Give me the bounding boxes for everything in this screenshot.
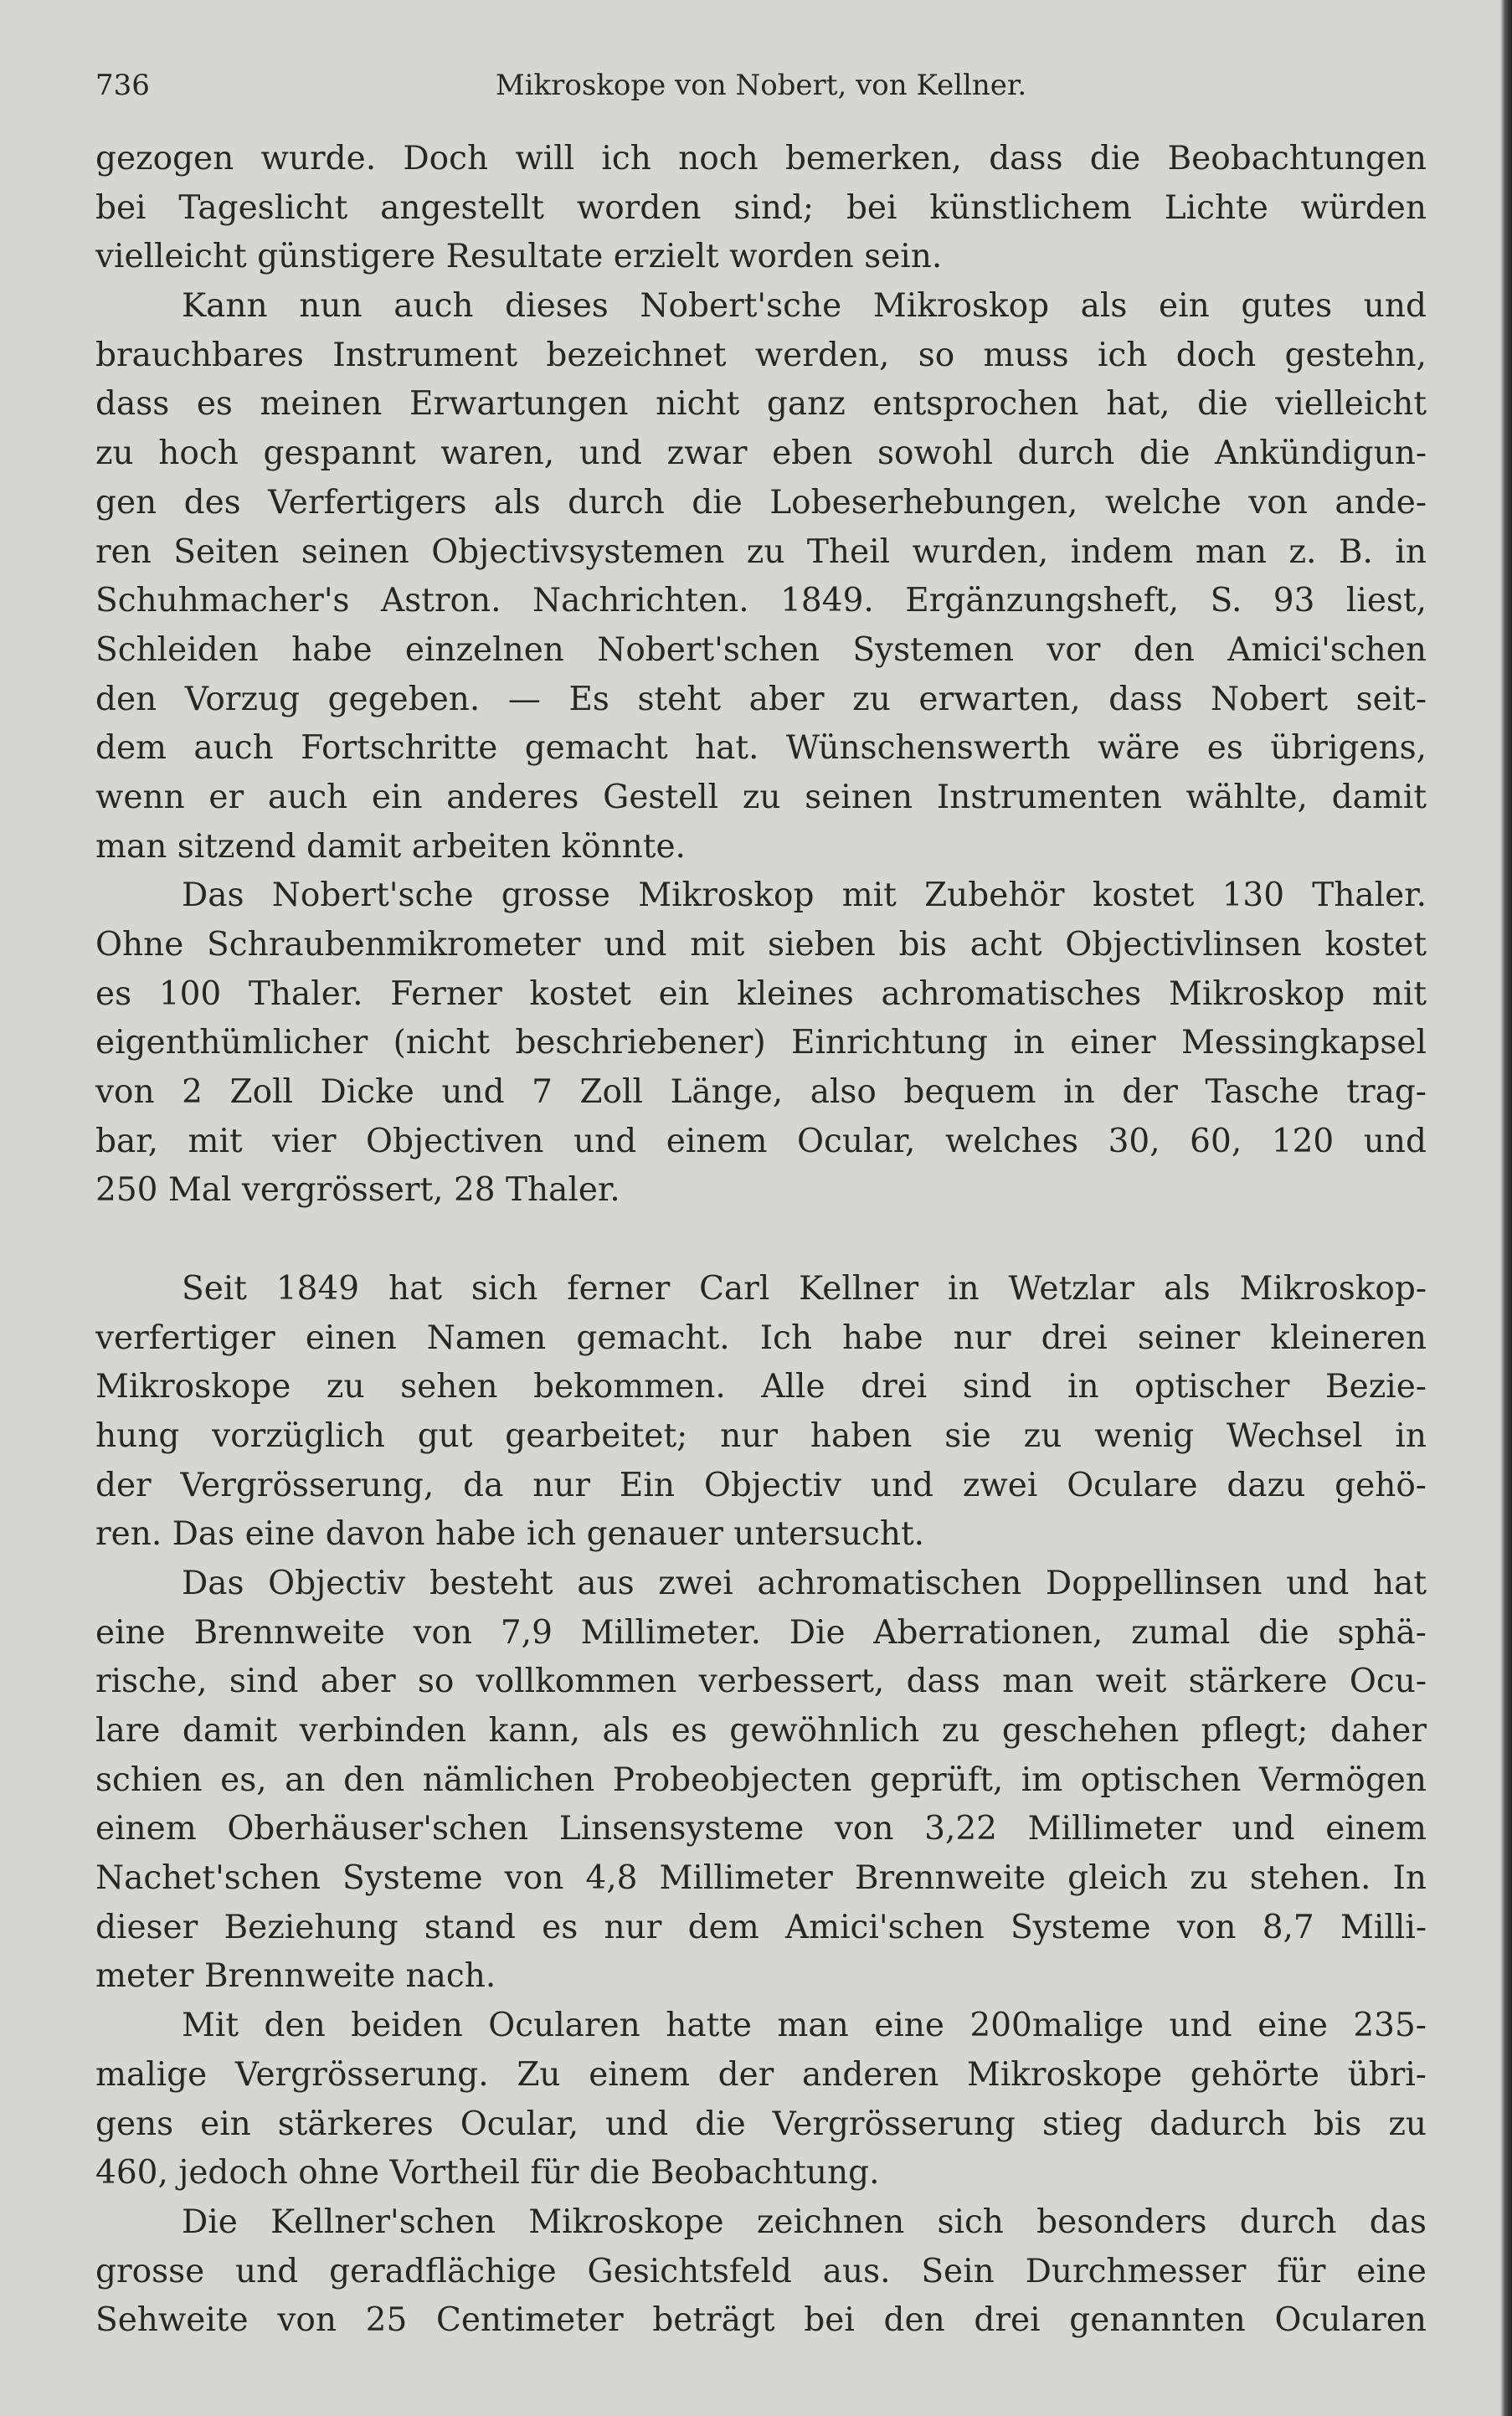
body-text bbox=[95, 135, 1427, 2346]
text-line: Das Objectiv besteht aus zwei achromatischen Doppellinsen und hat bbox=[182, 1564, 1427, 1602]
text-line: 250 Mal vergrössert, 28 Thaler. bbox=[95, 1171, 620, 1210]
paragraph bbox=[95, 871, 1427, 1216]
text-line: eine Brennweite von 7,9 Millimeter. Die Aberrationen, zumal die sphä- bbox=[95, 1613, 1427, 1652]
text-line: ren. Das eine davon habe ich genauer untersucht. bbox=[95, 1515, 925, 1554]
running-header bbox=[95, 69, 1427, 111]
text-line: bei Tageslicht angestellt worden sind; bei künstlichem Lichte würden bbox=[95, 188, 1427, 227]
paragraph bbox=[95, 1560, 1427, 2002]
text-line: man sitzend damit arbeiten könnte. bbox=[95, 827, 686, 866]
text-line: den Vorzug gegeben. — Es steht aber zu erwarten, dass Nobert seit- bbox=[95, 680, 1427, 718]
paragraph bbox=[95, 2198, 1427, 2346]
text-line: meter Brennweite nach. bbox=[95, 1957, 496, 1996]
page-number: 736 bbox=[95, 69, 150, 102]
text-line: Seit 1849 hat sich ferner Carl Kellner in Wetzlar als Mikroskop- bbox=[182, 1269, 1427, 1308]
text-line: Mit den beiden Ocularen hatte man eine 200malige und eine 235- bbox=[182, 2007, 1427, 2045]
text-line: Sehweite von 25 Centimeter beträgt bei den drei genannten Ocularen bbox=[95, 2301, 1427, 2340]
page-edge-shadow bbox=[1500, 0, 1512, 2416]
text-line: rische, sind aber so vollkommen verbessert, dass man weit stärkere Ocu- bbox=[95, 1663, 1427, 1701]
text-line: es 100 Thaler. Ferner kostet ein kleines achromatisches Mikroskop mit bbox=[95, 974, 1427, 1013]
text-line: hung vorzüglich gut gearbeitet; nur haben sie zu wenig Wechsel in bbox=[95, 1416, 1427, 1455]
text-line: zu hoch gespannt waren, und zwar eben sowohl durch die Ankündigun- bbox=[95, 434, 1427, 473]
text-line: gens ein stärkeres Ocular, und die Vergrösserung stieg dadurch bis zu bbox=[95, 2105, 1427, 2143]
text-line: lare damit verbinden kann, als es gewöhnlich zu geschehen pflegt; daher bbox=[95, 1712, 1427, 1750]
text-line: von 2 Zoll Dicke und 7 Zoll Länge, also bequem in der Tasche trag- bbox=[95, 1073, 1427, 1112]
section-break bbox=[95, 1216, 1427, 1265]
text-line: Kann nun auch dieses Nobert'sche Mikroskop als ein gutes und bbox=[182, 287, 1427, 326]
text-line: dass es meinen Erwartungen nicht ganz entsprochen hat, die vielleicht bbox=[95, 385, 1427, 424]
text-line: Nachet'schen Systeme von 4,8 Millimeter Brennweite gleich zu stehen. In bbox=[95, 1859, 1427, 1898]
text-line: bar, mit vier Objectiven und einem Ocular, welches 30, 60, 120 und bbox=[95, 1122, 1427, 1160]
text-line: wenn er auch ein anderes Gestell zu seinen Instrumenten wählte, damit bbox=[95, 778, 1427, 816]
paragraph bbox=[95, 2002, 1427, 2198]
text-line: verfertiger einen Namen gemacht. Ich habe nur drei seiner kleineren bbox=[95, 1319, 1427, 1357]
text-line: dieser Beziehung stand es nur dem Amici'schen Systeme von 8,7 Milli- bbox=[95, 1908, 1427, 1946]
text-line: der Vergrösserung, da nur Ein Objectiv und zwei Oculare dazu gehö- bbox=[95, 1466, 1427, 1504]
text-line: Das Nobert'sche grosse Mikroskop mit Zubehör kostet 130 Thaler. bbox=[182, 876, 1427, 915]
text-line: Schleiden habe einzelnen Nobert'schen Systemen vor den Amici'schen bbox=[95, 630, 1427, 669]
text-line: 460, jedoch ohne Vortheil für die Beobachtung. bbox=[95, 2154, 880, 2192]
text-line: brauchbares Instrument bezeichnet werden, so muss ich doch gestehn, bbox=[95, 336, 1427, 374]
text-line: gezogen wurde. Doch will ich noch bemerken, dass die Beobachtungen bbox=[95, 140, 1427, 177]
text-line: ren Seiten seinen Objectivsystemen zu Theil wurden, indem man z. B. in bbox=[95, 532, 1427, 571]
text-line: schien es, an den nämlichen Probeobjecten geprüft, im optischen Vermögen bbox=[95, 1761, 1427, 1799]
paragraph bbox=[95, 135, 1427, 282]
text-line: eigenthümlicher (nicht beschriebener) Einrichtung in einer Messingkapsel bbox=[95, 1024, 1427, 1062]
text-line: malige Vergrösserung. Zu einem der anderen Mikroskope gehörte übri- bbox=[95, 2055, 1427, 2094]
text-line: Schuhmacher's Astron. Nachrichten. 1849. Ergänzungsheft, S. 93 liest, bbox=[95, 582, 1427, 620]
paragraph bbox=[95, 282, 1427, 871]
text-line: einem Oberhäuser'schen Linsensysteme von 3,22 Millimeter und einem bbox=[95, 1810, 1427, 1848]
paragraph bbox=[95, 1265, 1427, 1560]
text-line: Mikroskope zu sehen bekommen. Alle drei sind in optischer Bezie- bbox=[95, 1368, 1427, 1406]
text-line: grosse und geradflächige Gesichtsfeld aus. Sein Durchmesser für eine bbox=[95, 2252, 1427, 2290]
text-line: Die Kellner'schen Mikroskope zeichnen sich besonders durch das bbox=[182, 2203, 1427, 2241]
text-line: Ohne Schraubenmikrometer und mit sieben bis acht Objectivlinsen kostet bbox=[95, 926, 1427, 964]
text-line: gen des Verfertigers als durch die Lobeserhebungen, welche von ande- bbox=[95, 483, 1427, 522]
text-line: dem auch Fortschritte gemacht hat. Wünschenswerth wäre es übrigens, bbox=[95, 729, 1427, 768]
text-line: vielleicht günstigere Resultate erzielt worden sein. bbox=[95, 238, 943, 276]
running-title: Mikroskope von Nobert, von Kellner. bbox=[495, 69, 1027, 102]
